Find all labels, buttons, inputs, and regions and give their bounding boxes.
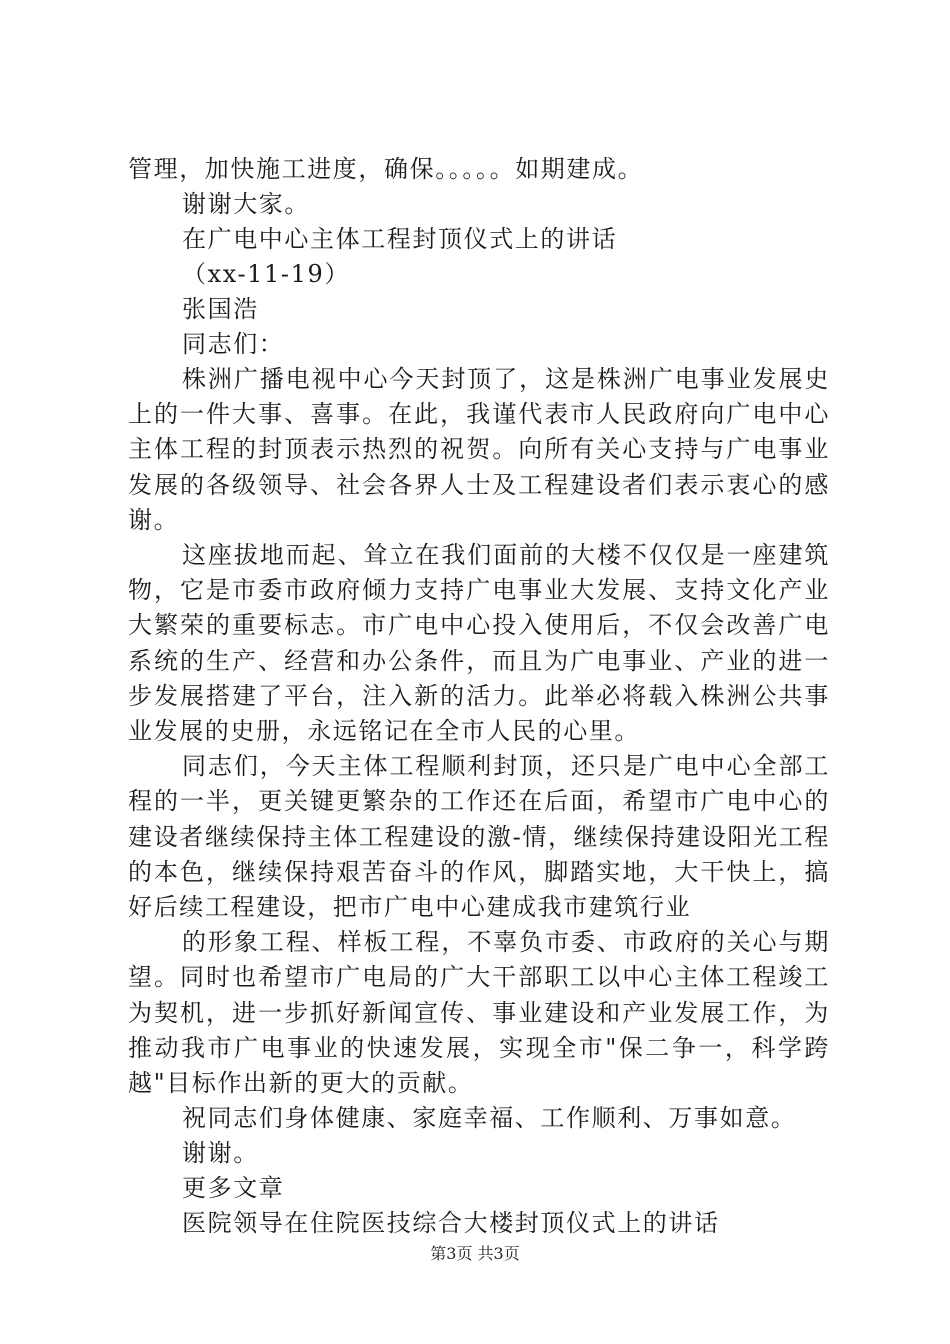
speech-title: 在广电中心主体工程封顶仪式上的讲话 [182,225,618,253]
speech-date: （xx-11-19） [182,260,350,288]
page-number: 第3页 共3页 [430,1244,520,1263]
paragraph: 同志们，今天主体工程顺利封顶，还只是广电中心全部工程的一半，更关键更繁杂的工作还在后面，希望市广电中心的建设者继续保持主体工程建设的激-情，继续保持建设阳光工程的本色，继续保持艰苦奋斗的作风，脚踏实地，大干快上，搞好后续工程建设，把市广电中心建成我市建筑行业 [128,752,830,922]
speaker-name: 张国浩 [182,295,259,323]
closing-wishes: 祝同志们身体健康、家庭幸福、工作顺利、万事如意。 [182,1104,797,1133]
paragraph: 的形象工程、样板工程，不辜负市委、市政府的关心与期望。同时也希望市广电局的广大干部职工以中心主体工程竣工为契机，进一步抓好新闻宣传、事业建设和产业发展工作，为推动我市广电事业的快速发展，实现全市"保二争一，科学跨越"目标作出新的更大的贡献。 [128,928,830,1098]
closing-thanks: 谢谢。 [182,1139,259,1168]
more-articles-label: 更多文章 [182,1174,285,1203]
paragraph: 这座拔地而起、耸立在我们面前的大楼不仅仅是一座建筑物，它是市委市政府倾力支持广电事业大发展、支持文化产业大繁荣的重要标志。市广电中心投入使用后，不仅会改善广电系统的生产、经营和办公条件，而且为广电事业、产业的进一步发展搭建了平台，注入新的活力。此举必将载入株洲公共事业发展的史册，永远铭记在全市人民的心里。 [128,541,830,746]
paragraph: 株洲广播电视中心今天封顶了，这是株洲广电事业发展史上的一件大事、喜事。在此，我谨代表市人民政府向广电中心主体工程的封顶表示热烈的祝贺。向所有关心支持与广电事业发展的各级领导、社会各界人士及工程建设者们表示衷心的感谢。 [128,365,830,534]
document-body [128,152,830,1241]
related-article-title: 医院领导在住院医技综合大楼封顶仪式上的讲话 [182,1209,720,1238]
text-line: 管理，加快施工进度，确保。。。。。如期建成。 [128,155,644,183]
text-line-thanks: 谢谢大家。 [182,190,310,218]
salutation: 同志们： [182,330,285,358]
